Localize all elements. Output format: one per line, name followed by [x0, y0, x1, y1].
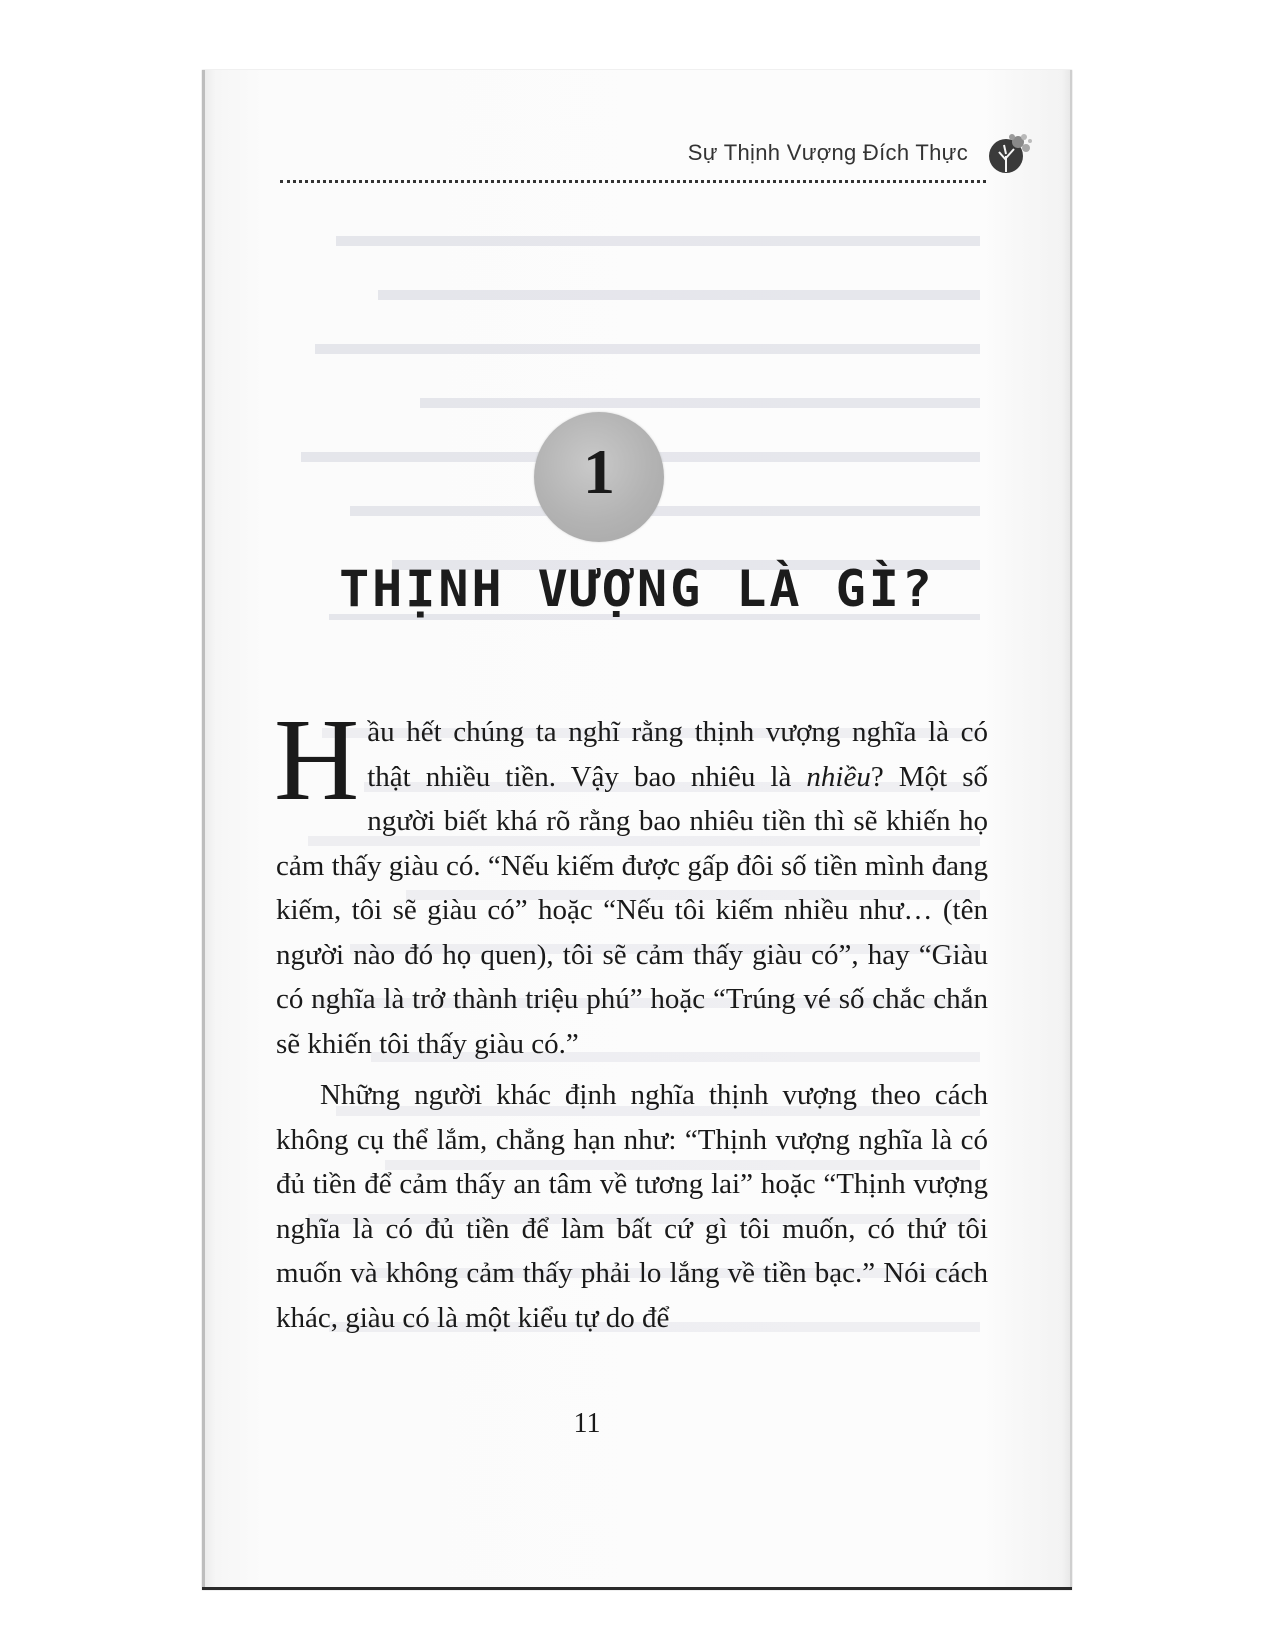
- chapter-number: 1: [583, 436, 615, 507]
- book-page: [202, 70, 1072, 1590]
- chapter-title: THỊNH VƯỢNG LÀ GÌ?: [339, 560, 935, 618]
- running-header-title: Sự Thịnh Vượng Đích Thực: [687, 140, 968, 165]
- paragraph-1-text-b: ? Một số người biết khá rõ rằng bao nhiêu tiền thì sẽ khiến họ cảm thấy giàu có. “Nếu kiếm được gấp đôi số tiền mình đang kiếm, tôi sẽ giàu có” hoặc “Nếu tôi kiếm nhiều như… (tên người nào đó họ quen), tôi sẽ cảm thấy giàu có”, hay “Giàu có nghĩa là trở thành triệu phú” hoặc “Trúng vé số chắc chắn sẽ khiến tôi thấy giàu có.”: [276, 760, 989, 1060]
- paragraph-2: Những người khác định nghĩa thịnh vượng theo cách không cụ thể lắm, chẳng hạn như: “Thịnh vượng nghĩa là có đủ tiền để cảm thấy an tâm về tương lai” hoặc “Thịnh vượng nghĩa là có đủ tiền để làm bất cứ gì tôi muốn, có thứ tôi muốn và không cảm thấy phải lo lắng về tiền bạc.” Nói cách khác, giàu có là một kiểu tự do để: [276, 1079, 988, 1334]
- paragraph-1: [274, 694, 989, 1066]
- paragraph-1-text-a: ầu hết chúng ta nghĩ rằng thịnh vượng nghĩa là có thật nhiều tiền. Vậy bao nhiêu là: [367, 716, 988, 793]
- paragraph-1-emphasis: nhiều: [806, 760, 871, 793]
- page-number: 11: [573, 1408, 601, 1439]
- tree-circle-icon: [984, 128, 1036, 180]
- page-spine-edge: [202, 70, 205, 1590]
- running-header: [280, 134, 986, 183]
- page-bottom-edge: [202, 1587, 1072, 1590]
- chapter-number-badge: [534, 412, 664, 542]
- page-right-edge: [1070, 70, 1072, 1590]
- drop-cap: H: [274, 694, 360, 825]
